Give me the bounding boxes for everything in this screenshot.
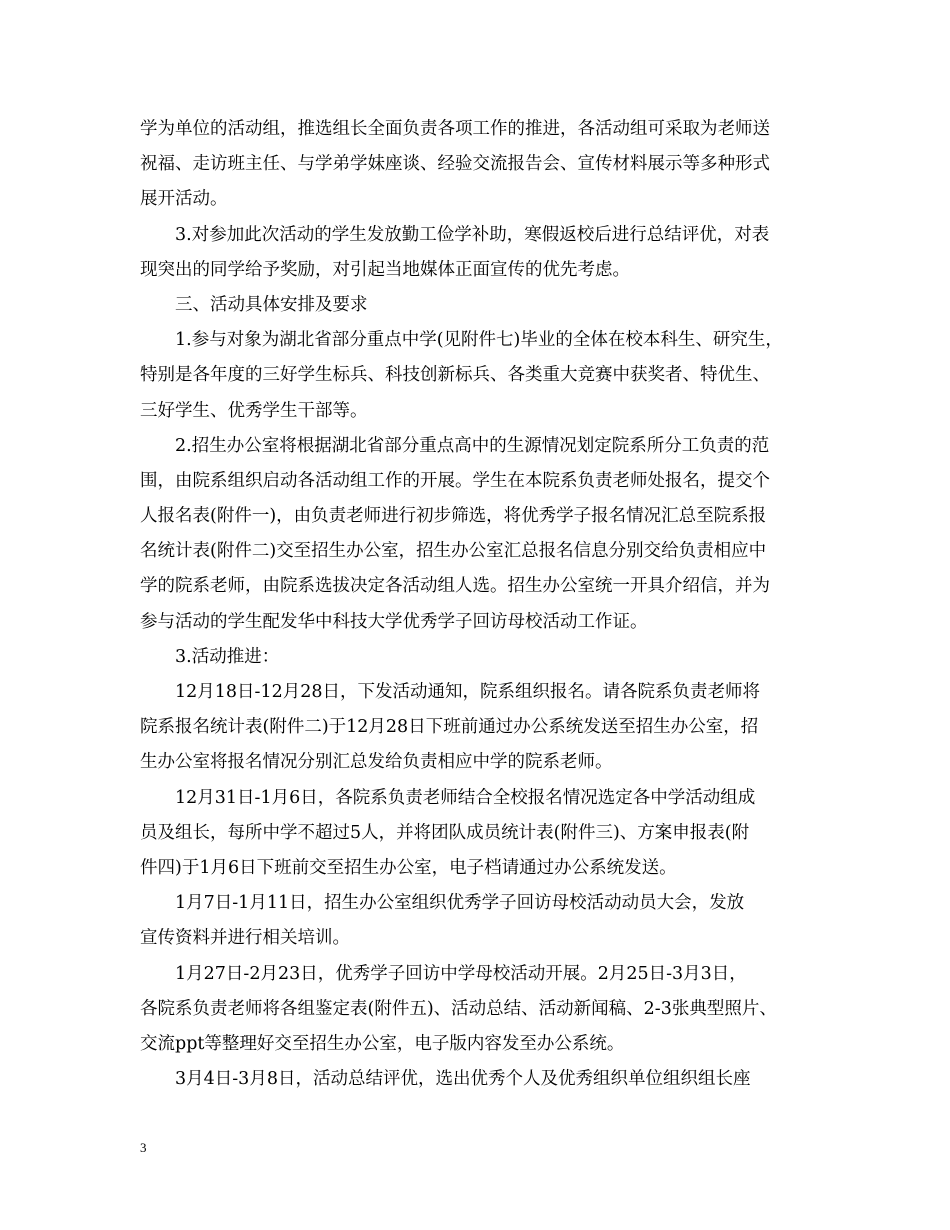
text-line: 名统计表(附件二)交至招生办公室，招生办公室汇总报名信息分别交给负责相应中: [140, 541, 767, 562]
text-line: 院系报名统计表(附件二)于12月28日下班前通过办公系统发送至招生办公室，招: [140, 717, 759, 738]
text-line: 特别是各年度的三好学生标兵、科技创新标兵、各类重大竞赛中获奖者、特优生、: [140, 365, 770, 386]
document-body: [140, 112, 820, 1097]
text-line: 员及组长，每所中学不超过5人，并将团队成员统计表(附件三)、方案申报表(附: [140, 822, 750, 843]
text-line: 3.活动推进：: [175, 646, 280, 667]
text-line: 学为单位的活动组，推选组长全面负责各项工作的推进，各活动组可采取为老师送: [140, 119, 770, 139]
text-line: 生办公室将报名情况分别汇总发给负责相应中学的院系老师。: [140, 752, 613, 773]
text-line: 1月7日-1月11日，招生办公室组织优秀学子回访母校活动动员大会，发放: [175, 893, 745, 914]
text-line: 宣传资料并进行相关培训。: [140, 928, 350, 949]
text-line: 1.参与对象为湖北省部分重点中学(见附件七)毕业的全体在校本科生、研究生，: [175, 330, 783, 351]
text-line: 学的院系老师，由院系选拔决定各活动组人选。招生办公室统一开具介绍信，并为: [140, 576, 770, 597]
text-line: 12月18日-12月28日，下发活动通知，院系组织报名。请各院系负责老师将: [175, 682, 760, 702]
text-line: 三、活动具体安排及要求: [175, 294, 368, 315]
text-line: 展开活动。: [140, 189, 228, 210]
text-line: 交流ppt等整理好交至招生办公室，电子版内容发至办公系统。: [140, 1033, 625, 1054]
text-line: 三好学生、优秀学生干部等。: [140, 400, 368, 421]
text-line: 3.对参加此次活动的学生发放勤工俭学补助，寒假返校后进行总结评优，对表: [175, 224, 770, 245]
text-line: 各院系负责老师将各组鉴定表(附件五)、活动总结、活动新闻稿、2-3张典型照片、: [140, 998, 777, 1019]
text-line: 人报名表(附件一)，由负责老师进行初步筛选，将优秀学子报名情况汇总至院系报: [140, 506, 767, 527]
text-line: 12月31日-1月6日，各院系负责老师结合全校报名情况选定各中学活动组成: [175, 787, 756, 808]
text-line: 现突出的同学给予奖励，对引起当地媒体正面宣传的优先考虑。: [140, 259, 630, 280]
text-line: 1月27日-2月23日，优秀学子回访中学母校活动开展。2月25日-3月3日，: [175, 963, 747, 984]
text-line: 件四)于1月6日下班前交至招生办公室，电子档请通过办公系统发送。: [140, 857, 677, 878]
text-line: 祝福、走访班主任、与学弟学妹座谈、经验交流报告会、宣传材料展示等多种形式: [140, 154, 770, 175]
text-line: 参与活动的学生配发华中科技大学优秀学子回访母校活动工作证。: [140, 611, 648, 632]
text-line: 2.招生办公室将根据湖北省部分重点高中的生源情况划定院系所分工负责的范: [175, 435, 770, 456]
page-number: 3: [140, 1140, 147, 1155]
text-line: 3月4日-3月8日，活动总结评优，选出优秀个人及优秀组织单位组织组长座: [175, 1069, 751, 1090]
text-line: 围，由院系组织启动各活动组工作的开展。学生在本院系负责老师处报名，提交个: [140, 470, 770, 491]
